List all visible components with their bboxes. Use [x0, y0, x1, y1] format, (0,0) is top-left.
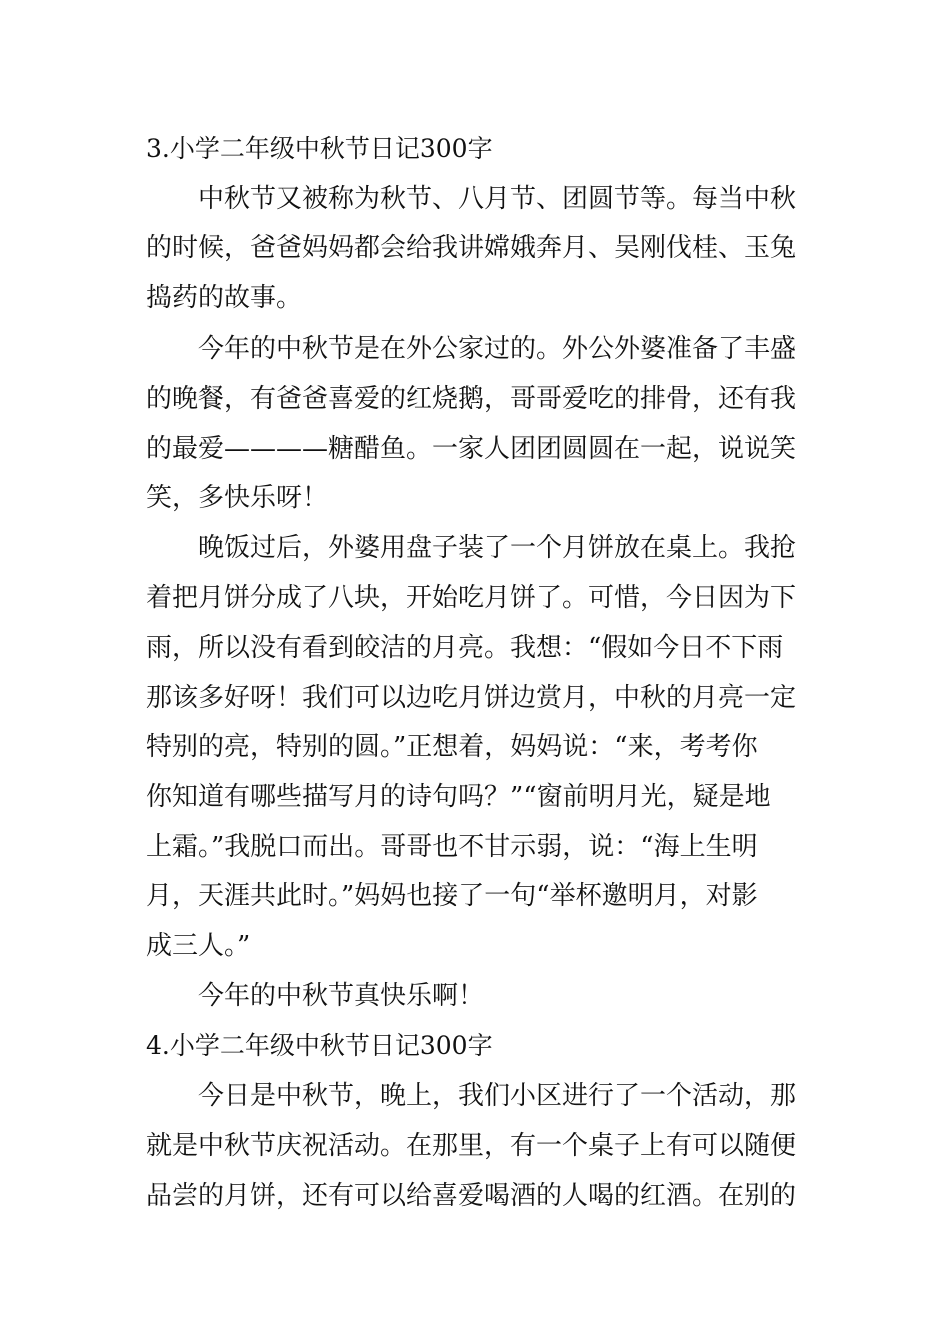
paragraph-line: 特别的亮，特别的圆。”正想着，妈妈说：“来，考考你: [146, 732, 758, 762]
paragraph-line: 晚饭过后，外婆用盘子装了一个月饼放在桌上。我抢: [198, 533, 797, 563]
paragraph-line: 成三人。”: [146, 931, 251, 961]
paragraph-line: 中秋节又被称为秋节、八月节、团圆节等。每当中秋: [198, 184, 797, 214]
section-heading-3: 3.小学二年级中秋节日记300字: [146, 134, 493, 163]
paragraph-line: 就是中秋节庆祝活动。在那里，有一个桌子上有可以随便: [146, 1131, 797, 1161]
paragraph-line: 的时候，爸爸妈妈都会给我讲嫦娥奔月、吴刚伐桂、玉兔: [146, 233, 797, 263]
paragraph-line: 那该多好呀！我们可以边吃月饼边赏月，中秋的月亮一定: [146, 683, 797, 713]
paragraph-line: 雨，所以没有看到皎洁的月亮。我想：“假如今日不下雨: [146, 633, 784, 663]
paragraph-line: 捣药的故事。: [146, 283, 303, 313]
paragraph-line: 笑，多快乐呀！: [146, 483, 329, 513]
paragraph-line: 品尝的月饼，还有可以给喜爱喝酒的人喝的红酒。在别的: [146, 1181, 797, 1211]
paragraph-line: 月，天涯共此时。”妈妈也接了一句“举杯邀明月，对影: [146, 881, 758, 911]
paragraph-line: 今日是中秋节，晚上，我们小区进行了一个活动，那: [198, 1081, 797, 1111]
paragraph-line: 着把月饼分成了八块，开始吃月饼了。可惜，今日因为下: [146, 583, 797, 613]
paragraph-line: 的晚餐，有爸爸喜爱的红烧鹅，哥哥爱吃的排骨，还有我: [146, 384, 797, 414]
paragraph-line: 今年的中秋节是在外公家过的。外公外婆准备了丰盛: [198, 334, 797, 364]
paragraph-line: 上霜。”我脱口而出。哥哥也不甘示弱，说：“海上生明: [146, 832, 758, 862]
paragraph-line: 你知道有哪些描写月的诗句吗？”“窗前明月光，疑是地: [146, 782, 771, 812]
paragraph-line: 今年的中秋节真快乐啊！: [198, 981, 485, 1011]
section-heading-4: 4.小学二年级中秋节日记300字: [146, 1031, 493, 1060]
paragraph-line: 的最爱————糖醋鱼。一家人团团圆圆在一起，说说笑: [146, 434, 797, 464]
